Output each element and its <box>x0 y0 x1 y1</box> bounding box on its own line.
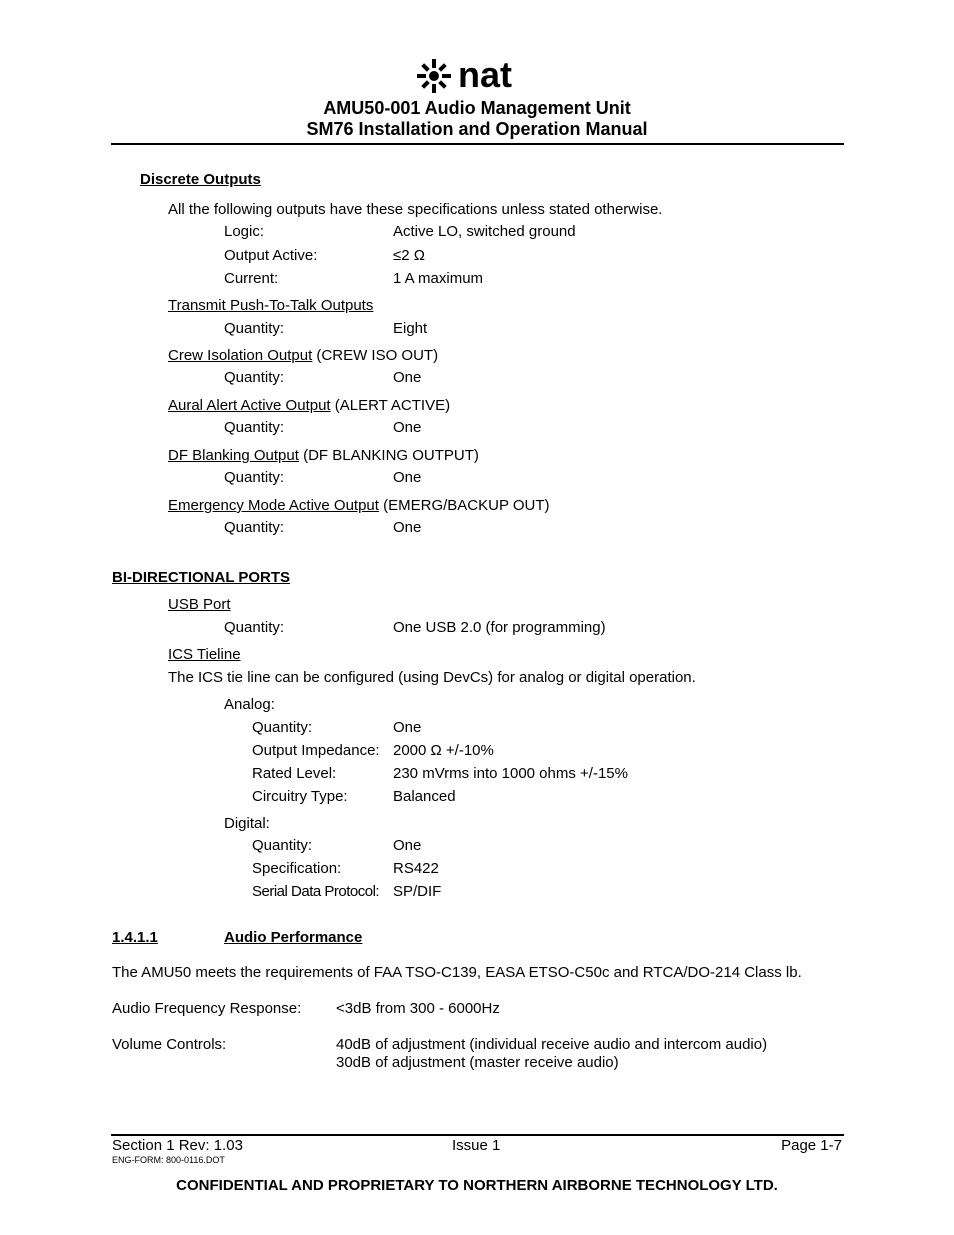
spec-label: Rated Level: <box>252 765 337 782</box>
output-title-emergency <box>168 497 550 515</box>
output-name: Aural Alert Active Output <box>168 397 331 414</box>
spec-label: Output Impedance: <box>252 742 380 759</box>
volume-controls-label: Volume Controls: <box>112 1036 227 1053</box>
volume-controls-line2: 30dB of adjustment (master receive audio) <box>336 1054 619 1071</box>
freq-response-value: <3dB from 300 - 6000Hz <box>336 1000 500 1017</box>
output-signal: (DF BLANKING OUTPUT) <box>298 447 479 464</box>
output-signal: (ALERT ACTIVE) <box>330 397 451 414</box>
usb-port-title: USB Port <box>168 596 231 613</box>
ics-tieline-title: ICS Tieline <box>168 646 241 663</box>
footer-issue: Issue 1 <box>452 1137 501 1154</box>
section-number: 1.4.1.1 <box>112 929 158 946</box>
spec-value: 230 mVrms into 1000 ohms +/-15% <box>393 765 628 782</box>
spec-label: Specification: <box>252 860 342 877</box>
footer-form: ENG-FORM: 800-0116.DOT <box>112 1155 225 1165</box>
qty-value: One <box>393 369 422 386</box>
section-heading-audio-performance: Audio Performance <box>224 929 363 946</box>
qty-value: One USB 2.0 (for programming) <box>393 619 606 636</box>
output-name: Emergency Mode Active Output <box>168 497 379 514</box>
spec-label: Quantity: <box>252 719 313 736</box>
spec-label: Quantity: <box>252 837 313 854</box>
output-name: Crew Isolation Output <box>168 347 313 364</box>
qty-label: Quantity: <box>224 469 285 486</box>
audio-performance-intro: The AMU50 meets the requirements of FAA TSO-C139, EASA ETSO-C50c and RTCA/DO-214 Class lb. <box>112 964 802 981</box>
footer-page: Page 1-7 <box>781 1137 842 1154</box>
section-heading-bidirectional: BI-DIRECTIONAL PORTS <box>112 569 291 586</box>
discrete-outputs-intro: All the following outputs have these specifications unless stated otherwise. <box>168 201 663 218</box>
output-title-crew-iso <box>168 347 438 365</box>
footer-section: Section 1 Rev: 1.03 <box>112 1137 243 1154</box>
output-name: Transmit Push-To-Talk Outputs <box>168 297 374 314</box>
spec-value: SP/DIF <box>393 883 442 900</box>
qty-value: Eight <box>393 320 428 337</box>
spec-label-logic: Logic: <box>224 223 265 240</box>
section-heading-discrete-outputs: Discrete Outputs <box>140 171 261 188</box>
digital-label: Digital: <box>224 815 270 832</box>
qty-label: Quantity: <box>224 619 285 636</box>
spec-value: Balanced <box>393 788 456 805</box>
output-title-ptt <box>168 297 373 315</box>
qty-label: Quantity: <box>224 369 285 386</box>
output-title-df-blanking <box>168 447 479 465</box>
footer-confidential: CONFIDENTIAL AND PROPRIETARY TO NORTHERN AIRBORNE TECHNOLOGY LTD. <box>176 1177 778 1194</box>
output-name: DF Blanking Output <box>168 447 299 464</box>
spec-label-current: Current: <box>224 270 279 287</box>
qty-value: One <box>393 419 422 436</box>
spec-value-output-active: ≤2 Ω <box>393 247 425 264</box>
spec-value: 2000 Ω +/-10% <box>393 742 494 759</box>
spec-label-output-active: Output Active: <box>224 247 318 264</box>
spec-value-current: 1 A maximum <box>393 270 484 287</box>
spec-value-logic: Active LO, switched ground <box>393 223 576 240</box>
nat-logo <box>414 56 544 96</box>
svg-text:nat: nat <box>458 56 512 95</box>
ics-tieline-intro: The ICS tie line can be configured (using DevCs) for analog or digital operation. <box>168 669 696 686</box>
qty-label: Quantity: <box>224 320 285 337</box>
nat-logo-mark <box>414 56 544 96</box>
spec-value: One <box>393 837 422 854</box>
spec-label: Circuitry Type: <box>252 788 348 805</box>
qty-value: One <box>393 519 422 536</box>
output-signal: (EMERG/BACKUP OUT) <box>378 497 550 514</box>
header-rule <box>111 143 844 145</box>
document-title: AMU50-001 Audio Management Unit <box>323 98 631 118</box>
output-signal: (CREW ISO OUT) <box>312 347 439 364</box>
volume-controls-line1: 40dB of adjustment (individual receive audio and intercom audio) <box>336 1036 768 1053</box>
qty-label: Quantity: <box>224 519 285 536</box>
qty-label: Quantity: <box>224 419 285 436</box>
freq-response-label: Audio Frequency Response: <box>112 1000 302 1017</box>
output-title-aural-alert <box>168 397 450 415</box>
document-subtitle: SM76 Installation and Operation Manual <box>306 119 648 139</box>
spec-value: One <box>393 719 422 736</box>
spec-value: RS422 <box>393 860 439 877</box>
qty-value: One <box>393 469 422 486</box>
spec-label: Serial Data Protocol: <box>252 883 380 900</box>
footer-rule <box>111 1134 844 1136</box>
analog-label: Analog: <box>224 696 275 713</box>
